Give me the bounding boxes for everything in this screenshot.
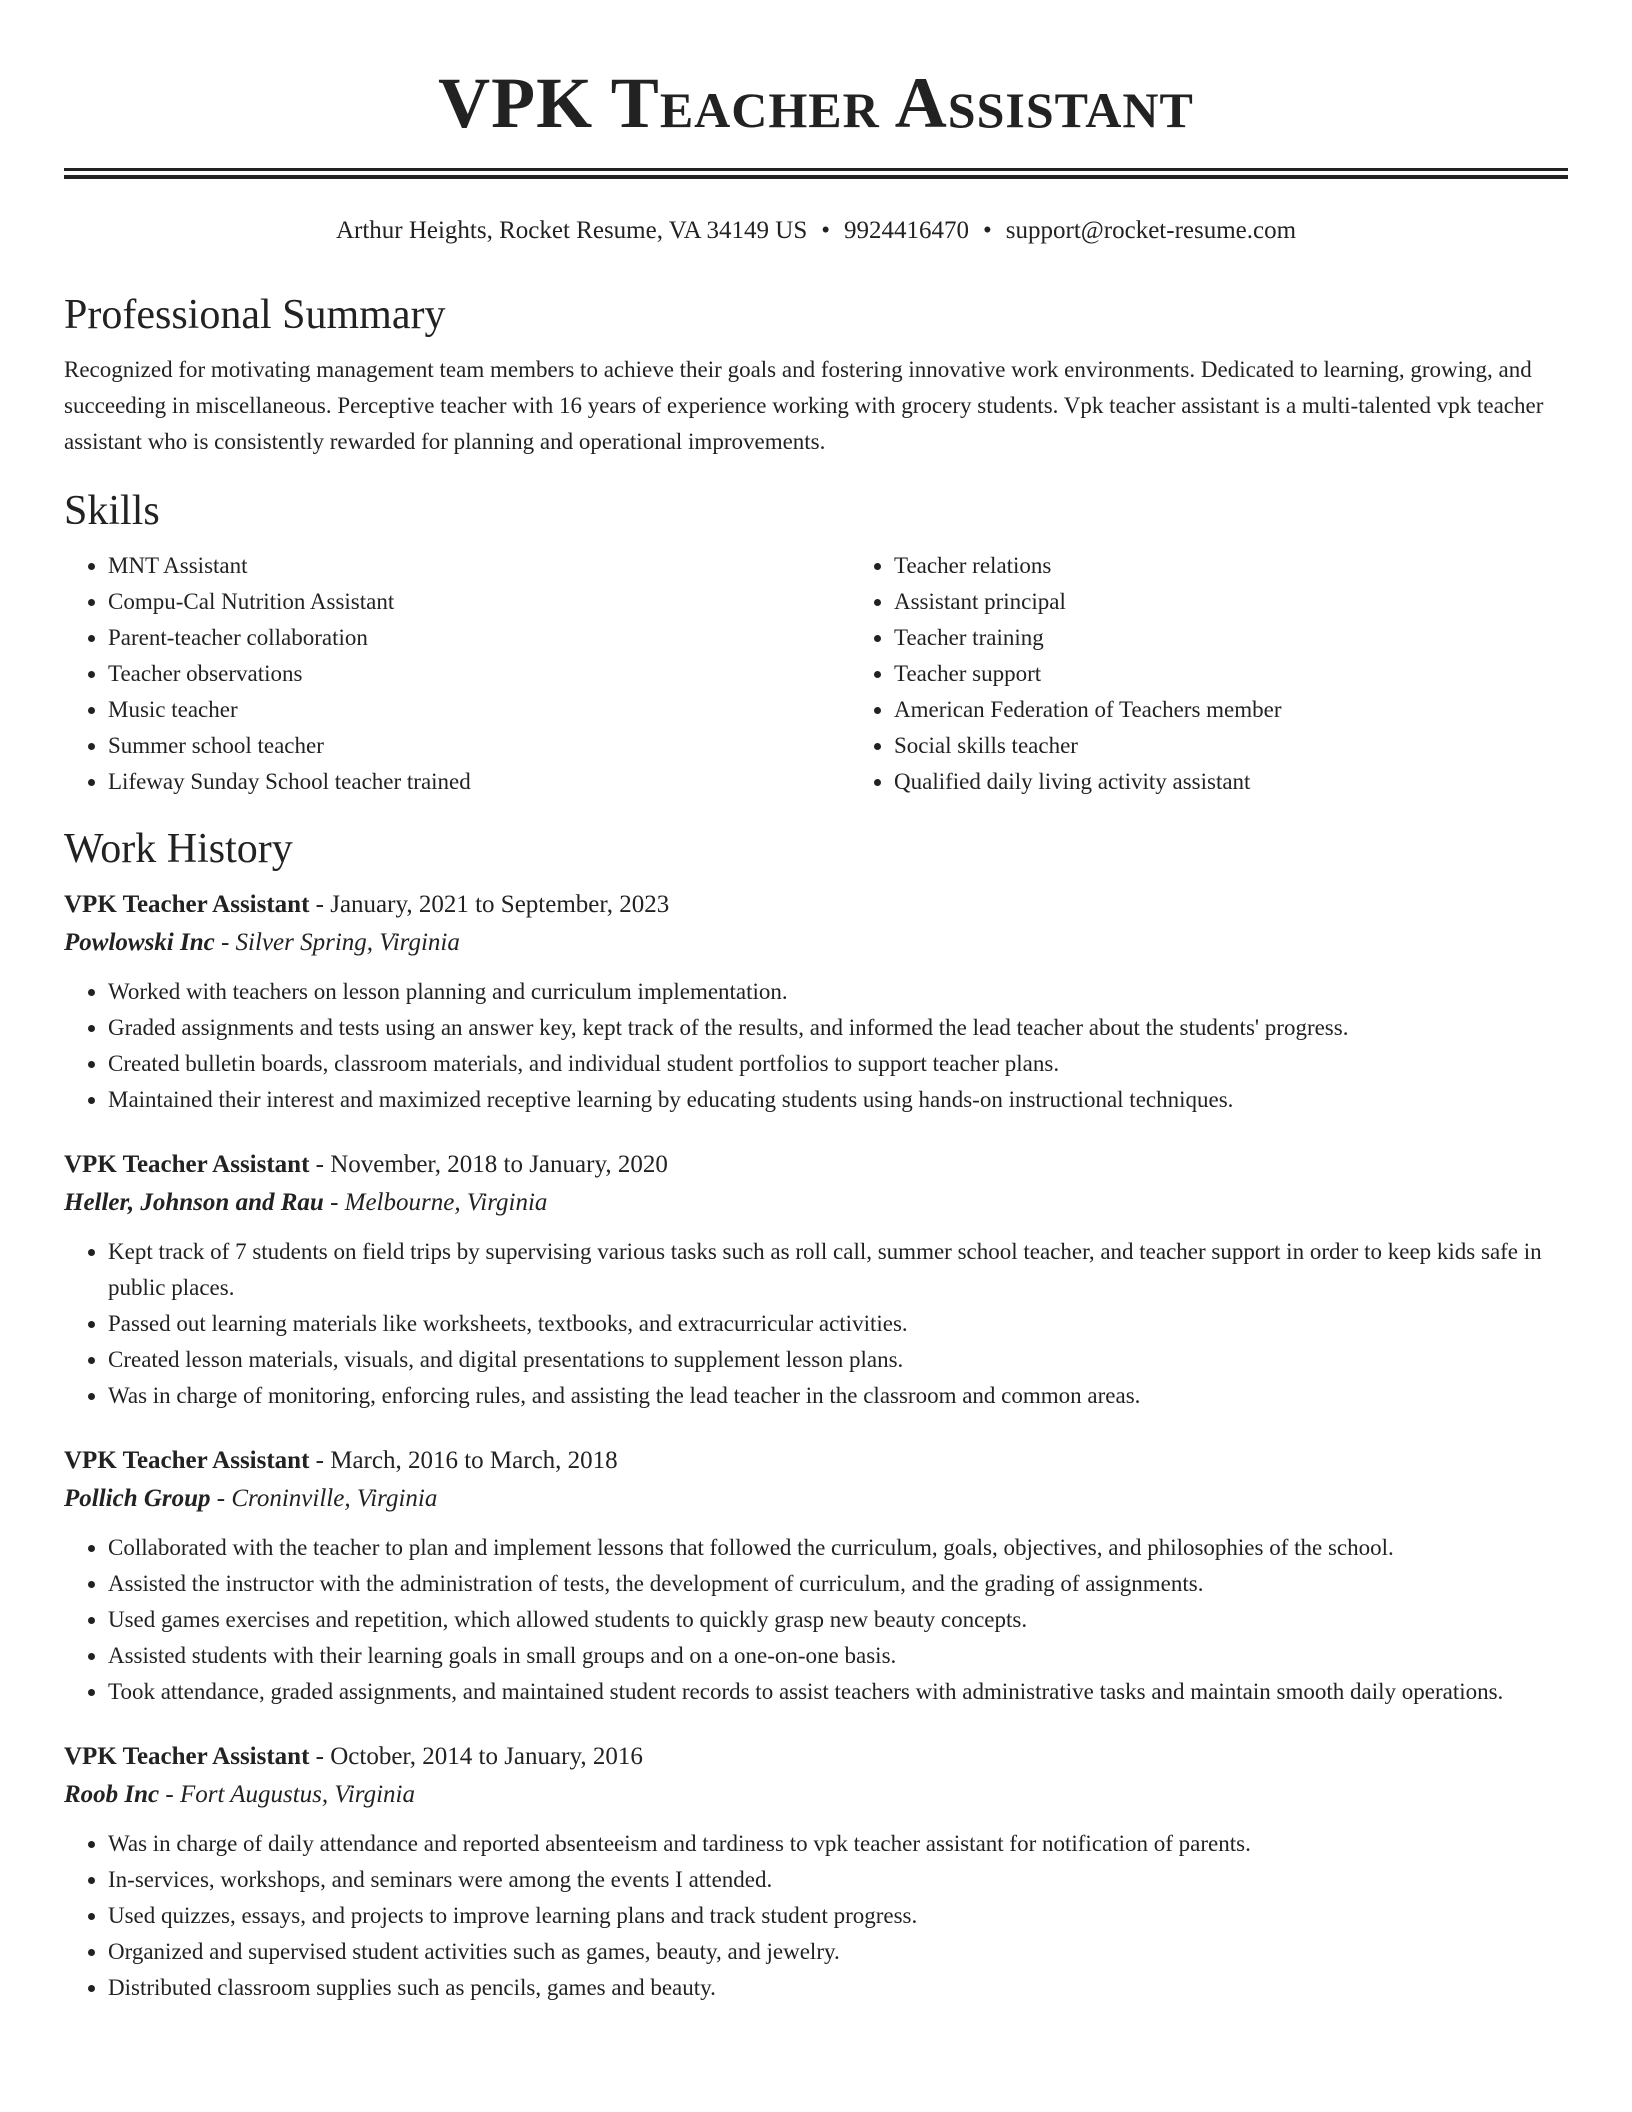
- skill-item: • Qualified daily living activity assistant: [894, 764, 1632, 800]
- title-divider-bottom: [64, 175, 1568, 179]
- job-location: - Silver Spring, Virginia: [214, 929, 460, 956]
- job-company: Roob Inc: [64, 1781, 160, 1808]
- job-title: VPK Teacher Assistant: [64, 1447, 310, 1474]
- job-dates: - October, 2014 to January, 2016: [309, 1743, 643, 1770]
- job-location: - Melbourne, Virginia: [323, 1189, 548, 1216]
- job-company: Pollich Group: [64, 1485, 211, 1512]
- job-duties: [64, 1826, 1568, 2006]
- skill-item: • Compu-Cal Nutrition Assistant: [108, 584, 850, 620]
- skill-item: • Lifeway Sunday School teacher trained: [108, 764, 850, 800]
- work-history-heading: Work History: [64, 826, 293, 872]
- contact-separator: •: [983, 217, 992, 244]
- skill-item: • Summer school teacher: [108, 728, 850, 764]
- skill-item: • American Federation of Teachers member: [894, 692, 1632, 728]
- job-duty: • Created lesson materials, visuals, and digital presentations to supplement lesson plans.: [108, 1342, 1568, 1378]
- job-company-line: [64, 924, 1568, 962]
- job-location: - Croninville, Virginia: [210, 1485, 438, 1512]
- job-company-line: [64, 1776, 1568, 1814]
- job-duty: • Distributed classroom supplies such as pencils, games and beauty.: [108, 1970, 1568, 2006]
- skill-item: • MNT Assistant: [108, 548, 850, 584]
- contact-phone: 9924416470: [844, 217, 969, 244]
- skill-item: • Assistant principal: [894, 584, 1632, 620]
- job-title-line: [64, 1442, 1568, 1480]
- job-duties: [64, 1530, 1568, 1710]
- job-title: VPK Teacher Assistant: [64, 1743, 310, 1770]
- job-duty: • In-services, workshops, and seminars were among the events I attended.: [108, 1862, 1568, 1898]
- job-location: - Fort Augustus, Virginia: [159, 1781, 415, 1808]
- skill-item: • Teacher relations: [894, 548, 1632, 584]
- job-company: Heller, Johnson and Rau: [64, 1189, 324, 1216]
- job-duty: • Maintained their interest and maximized receptive learning by educating students using hands-on instructional techniques.: [108, 1082, 1568, 1118]
- skills-heading: Skills: [64, 488, 160, 534]
- summary-text: Recognized for motivating management team members to achieve their goals and fostering innovative work environments. Dedicated to learning, growing, and succeeding in miscellaneous. Perceptive teacher with 16 years of experience working with grocery students. Vpk teacher assistant is a multi-talented vpk teacher assistant who is consistently rewarded for planning and operational improvements.: [64, 357, 1544, 454]
- page-title: VPK Teacher Assistant: [438, 63, 1194, 143]
- job-title-line: [64, 1146, 1568, 1184]
- summary-heading: Professional Summary: [64, 292, 446, 338]
- job-entry: [64, 1442, 1568, 1710]
- resume-content: [64, 288, 1568, 2034]
- skill-item: • Teacher training: [894, 620, 1632, 656]
- title-divider-top: [64, 168, 1568, 171]
- contact-address: Arthur Heights, Rocket Resume, VA 34149 US: [335, 217, 808, 244]
- job-duty: • Was in charge of daily attendance and reported absenteeism and tardiness to vpk teacher assistant for notification of parents.: [108, 1826, 1568, 1862]
- job-title-line: [64, 1738, 1568, 1776]
- job-duty: • Used games exercises and repetition, which allowed students to quickly grasp new beauty concepts.: [108, 1602, 1568, 1638]
- contact-email: support@rocket-resume.com: [1005, 217, 1297, 244]
- job-duty: • Was in charge of monitoring, enforcing rules, and assisting the lead teacher in the classroom and common areas.: [108, 1378, 1568, 1414]
- job-entry: [64, 1738, 1568, 2006]
- contact-line: [0, 214, 1632, 248]
- job-duty: • Assisted students with their learning goals in small groups and on a one-on-one basis.: [108, 1638, 1568, 1674]
- skills-column-left: [64, 548, 850, 800]
- job-duty: • Passed out learning materials like worksheets, textbooks, and extracurricular activities.: [108, 1306, 1568, 1342]
- job-company-line: [64, 1480, 1568, 1518]
- job-duty: • Graded assignments and tests using an answer key, kept track of the results, and informed the lead teacher about the students' progress.: [108, 1010, 1568, 1046]
- job-entry: [64, 886, 1568, 1118]
- job-company-line: [64, 1184, 1568, 1222]
- skill-item: • Parent-teacher collaboration: [108, 620, 850, 656]
- job-dates: - November, 2018 to January, 2020: [309, 1151, 668, 1178]
- skill-item: • Teacher support: [894, 656, 1632, 692]
- job-duty: • Worked with teachers on lesson planning and curriculum implementation.: [108, 974, 1568, 1010]
- job-title-line: [64, 886, 1568, 924]
- job-title: VPK Teacher Assistant: [64, 891, 310, 918]
- job-entry: [64, 1146, 1568, 1414]
- job-dates: - March, 2016 to March, 2018: [309, 1447, 618, 1474]
- job-duty: • Assisted the instructor with the administration of tests, the development of curriculum, and the grading of assignments.: [108, 1566, 1568, 1602]
- job-duty: • Took attendance, graded assignments, and maintained student records to assist teachers with administrative tasks and maintain smooth daily operations.: [108, 1674, 1568, 1710]
- skill-item: • Music teacher: [108, 692, 850, 728]
- contact-separator: •: [821, 217, 830, 244]
- job-title: VPK Teacher Assistant: [64, 1151, 310, 1178]
- job-duties: [64, 1234, 1568, 1414]
- job-duty: • Collaborated with the teacher to plan and implement lessons that followed the curriculum, goals, objectives, and philosophies of the school.: [108, 1530, 1568, 1566]
- job-duty: • Kept track of 7 students on field trips by supervising various tasks such as roll call, summer school teacher, and teacher support in order to keep kids safe in public places.: [108, 1234, 1568, 1306]
- job-duty: • Organized and supervised student activities such as games, beauty, and jewelry.: [108, 1934, 1568, 1970]
- skills-column-right: [850, 548, 1632, 800]
- skill-item: • Social skills teacher: [894, 728, 1632, 764]
- job-duty: • Used quizzes, essays, and projects to improve learning plans and track student progress.: [108, 1898, 1568, 1934]
- skill-item: • Teacher observations: [108, 656, 850, 692]
- skills-list: [64, 548, 1568, 800]
- job-duty: • Created bulletin boards, classroom materials, and individual student portfolios to support teacher plans.: [108, 1046, 1568, 1082]
- job-duties: [64, 974, 1568, 1118]
- job-company: Powlowski Inc: [64, 929, 215, 956]
- job-dates: - January, 2021 to September, 2023: [309, 891, 670, 918]
